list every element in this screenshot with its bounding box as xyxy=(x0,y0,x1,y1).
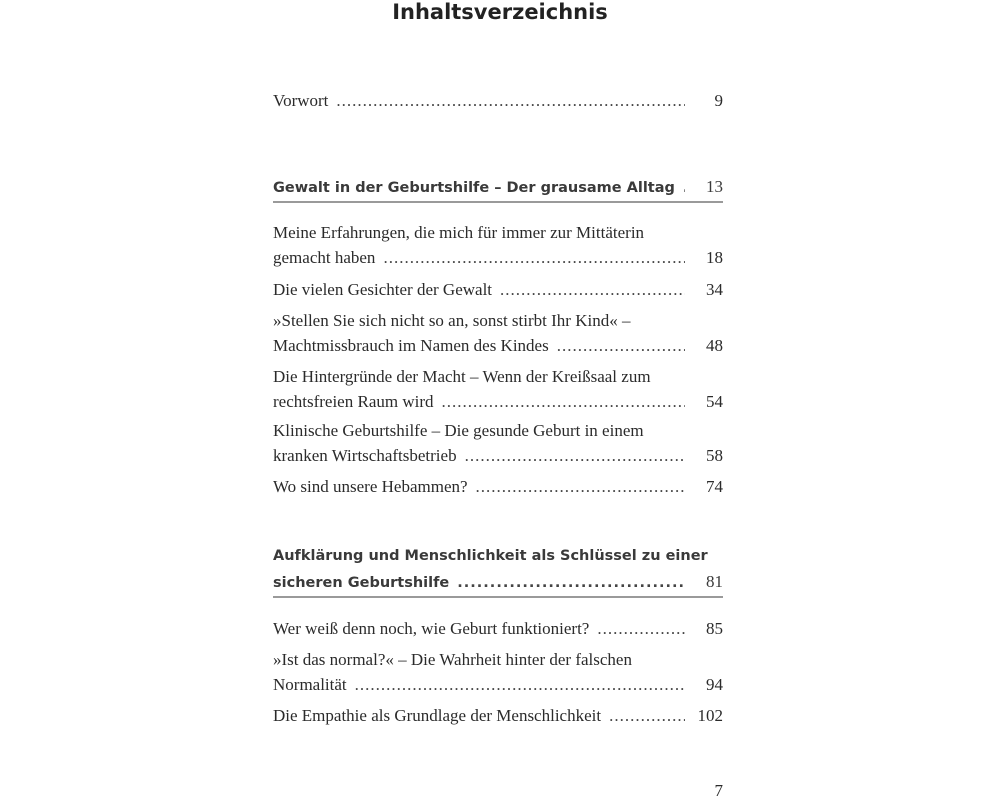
toc-entry-title: »Ist das normal?« – Die Wahrheit hinter der falschen xyxy=(273,650,632,669)
dot-leader xyxy=(557,333,685,358)
toc-entry-title: Normalität xyxy=(273,675,347,694)
toc-entry[interactable] xyxy=(273,277,723,302)
toc-entry[interactable] xyxy=(273,220,723,270)
toc-page-number: 74 xyxy=(706,477,723,496)
toc-entry-title: Wer weiß denn noch, wie Geburt funktioniert? xyxy=(273,619,590,638)
toc-section-heading[interactable] xyxy=(273,544,723,594)
toc-entry[interactable] xyxy=(273,647,723,697)
toc-entry[interactable] xyxy=(273,474,723,499)
toc-entry[interactable] xyxy=(273,418,723,468)
toc-entry-title: kranken Wirtschaftsbetrieb xyxy=(273,446,457,465)
dot-leader xyxy=(336,88,685,113)
dot-leader xyxy=(683,176,685,201)
dot-leader xyxy=(355,672,685,697)
toc-page-number: 102 xyxy=(697,706,723,725)
toc-entry-title: »Stellen Sie sich nicht so an, sonst stirbt Ihr Kind« – xyxy=(273,311,631,330)
toc-entry[interactable] xyxy=(273,703,723,728)
toc-entry-title: gemacht haben xyxy=(273,248,376,267)
toc-page-number: 58 xyxy=(706,446,723,465)
toc-entry-title: Meine Erfahrungen, die mich für immer zur Mittäterin xyxy=(273,223,645,242)
page-number: 7 xyxy=(714,781,723,800)
toc-entry-title: Wo sind unsere Hebammen? xyxy=(273,477,468,496)
toc-page-number: 18 xyxy=(706,248,723,267)
section-divider xyxy=(273,596,723,598)
toc-page-number: 81 xyxy=(706,572,723,591)
dot-leader xyxy=(597,616,685,641)
toc-section-heading[interactable] xyxy=(273,174,723,199)
toc-entry-foreword[interactable] xyxy=(273,88,723,113)
page-title: Inhaltsverzeichnis xyxy=(392,0,608,24)
toc-page-number: 54 xyxy=(706,392,723,411)
toc-entry-title: Klinische Geburtshilfe – Die gesunde Geburt in einem xyxy=(273,421,644,440)
toc-page-number: 9 xyxy=(714,91,723,110)
dot-leader xyxy=(457,571,685,596)
section-title-line: sicheren Geburtshilfe xyxy=(273,575,450,591)
toc-entry[interactable] xyxy=(273,616,723,641)
toc-page-number: 85 xyxy=(706,619,723,638)
dot-leader xyxy=(609,703,685,728)
section-title-line: Aufklärung und Menschlichkeit als Schlüssel zu einer xyxy=(273,548,708,564)
dot-leader xyxy=(442,389,686,414)
toc-entry-title: Die Hintergründe der Macht – Wenn der Kreißsaal zum xyxy=(273,367,651,386)
toc-entry[interactable] xyxy=(273,308,723,358)
toc-entry-title: Die vielen Gesichter der Gewalt xyxy=(273,280,493,299)
toc-entry-title: Die Empathie als Grundlage der Menschlichkeit xyxy=(273,706,602,725)
dot-leader xyxy=(476,474,685,499)
toc-entry-title: rechtsfreien Raum wird xyxy=(273,392,434,411)
toc-page-number: 94 xyxy=(706,675,723,694)
toc-entry-title: Machtmissbrauch im Namen des Kindes xyxy=(273,336,549,355)
toc-entry-title: Vorwort xyxy=(273,91,329,110)
toc-entry[interactable] xyxy=(273,364,723,414)
toc-page-number: 34 xyxy=(706,280,723,299)
dot-leader xyxy=(465,443,685,468)
dot-leader xyxy=(500,277,685,302)
section-title-line: Gewalt in der Geburtshilfe – Der grausame Alltag xyxy=(273,180,675,196)
toc-page-number: 13 xyxy=(706,177,723,196)
toc-page-number: 48 xyxy=(706,336,723,355)
dot-leader xyxy=(383,245,685,270)
section-divider xyxy=(273,201,723,203)
